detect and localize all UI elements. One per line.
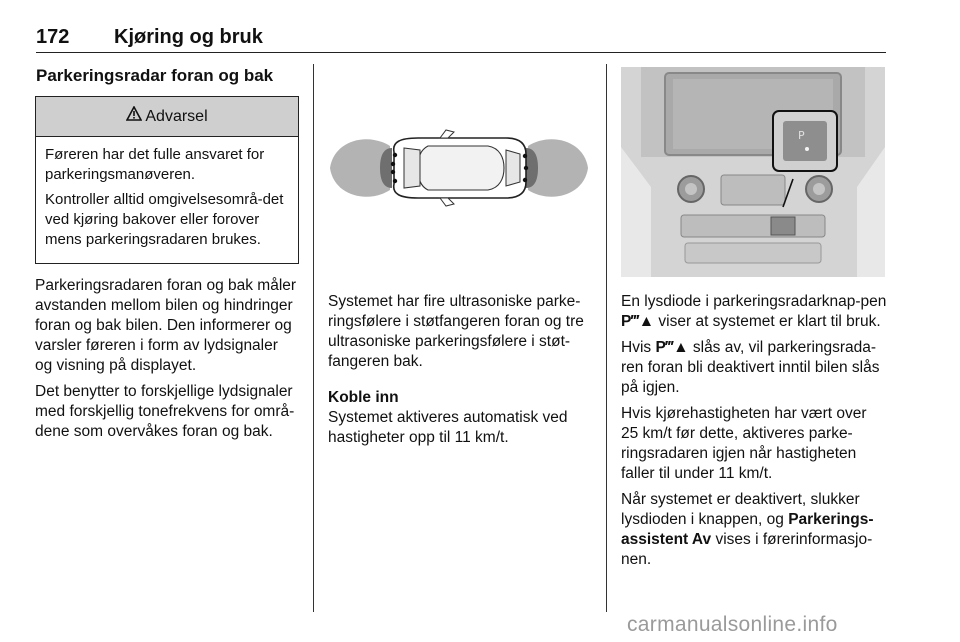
paragraph: Det benytter to forskjellige lydsignaler med forskjellig tonefrekvens for områ-dene som overvåkes foran og bak. <box>35 383 295 440</box>
paragraph: Hvis P‴▲ slås av, vil parkeringsrada-ren foran bli deaktivert inntil bilen slås på igjen. <box>621 339 880 396</box>
parking-radar-icon: P‴▲ <box>621 313 655 330</box>
page-number: 172 <box>36 26 70 48</box>
parking-radar-icon: P‴▲ <box>655 339 689 356</box>
display-message: Parkerings-assistent Av <box>621 511 874 548</box>
column-divider <box>313 64 314 612</box>
subheading: Koble inn <box>328 389 399 406</box>
paragraph: Når systemet er deaktivert, slukker lysdioden i knappen, og Parkerings-assistent Av vises i førerinformasjo-nen. <box>621 491 874 568</box>
column-right <box>621 292 887 576</box>
warning-text-2: Kontroller alltid omgivelsesområ-det ved kjøring bakover eller forover mens parkeringsradaren brukes. <box>45 191 284 248</box>
parking-sensor-illustration <box>328 68 590 276</box>
column-left <box>35 276 299 448</box>
warning-box <box>35 96 299 264</box>
column-divider <box>606 64 607 612</box>
watermark: carmanualsonline.info <box>627 613 838 636</box>
paragraph: Parkeringsradaren foran og bak måler avstanden mellom bilen og hindringer foran og bak bilen. Den informerer og varsler føreren i form av lydsignaler og visning på displayet. <box>35 277 297 374</box>
paragraph: Hvis kjørehastigheten har vært over 25 km/t før dette, aktiveres parke-ringsradaren igjen når hastigheten faller til under 11 km/t. <box>621 405 867 482</box>
svg-text:P: P <box>798 129 805 142</box>
paragraph: En lysdiode i parkeringsradarknap-pen P‴▲ viser at systemet er klart til bruk. <box>621 293 887 330</box>
warning-triangle-icon <box>126 97 142 136</box>
warning-title: Advarsel <box>145 108 208 125</box>
page-header <box>36 26 886 53</box>
column-middle <box>328 292 593 454</box>
paragraph: Systemet har fire ultrasoniske parke-ringsfølere i støtfangeren foran og tre ultrasoniske parkeringsfølere i støt-fangeren bak. <box>328 293 584 370</box>
paragraph: Systemet aktiveres automatisk ved hastigheter opp til 11 km/t. <box>328 409 568 446</box>
chapter-title: Kjøring og bruk <box>114 26 263 48</box>
warning-text-1: Føreren har det fulle ansvaret for parkeringsmanøveren. <box>45 146 265 183</box>
warning-header <box>36 97 298 137</box>
dashboard-button-photo <box>621 67 885 277</box>
section-title: Parkeringsradar foran og bak <box>36 66 274 85</box>
